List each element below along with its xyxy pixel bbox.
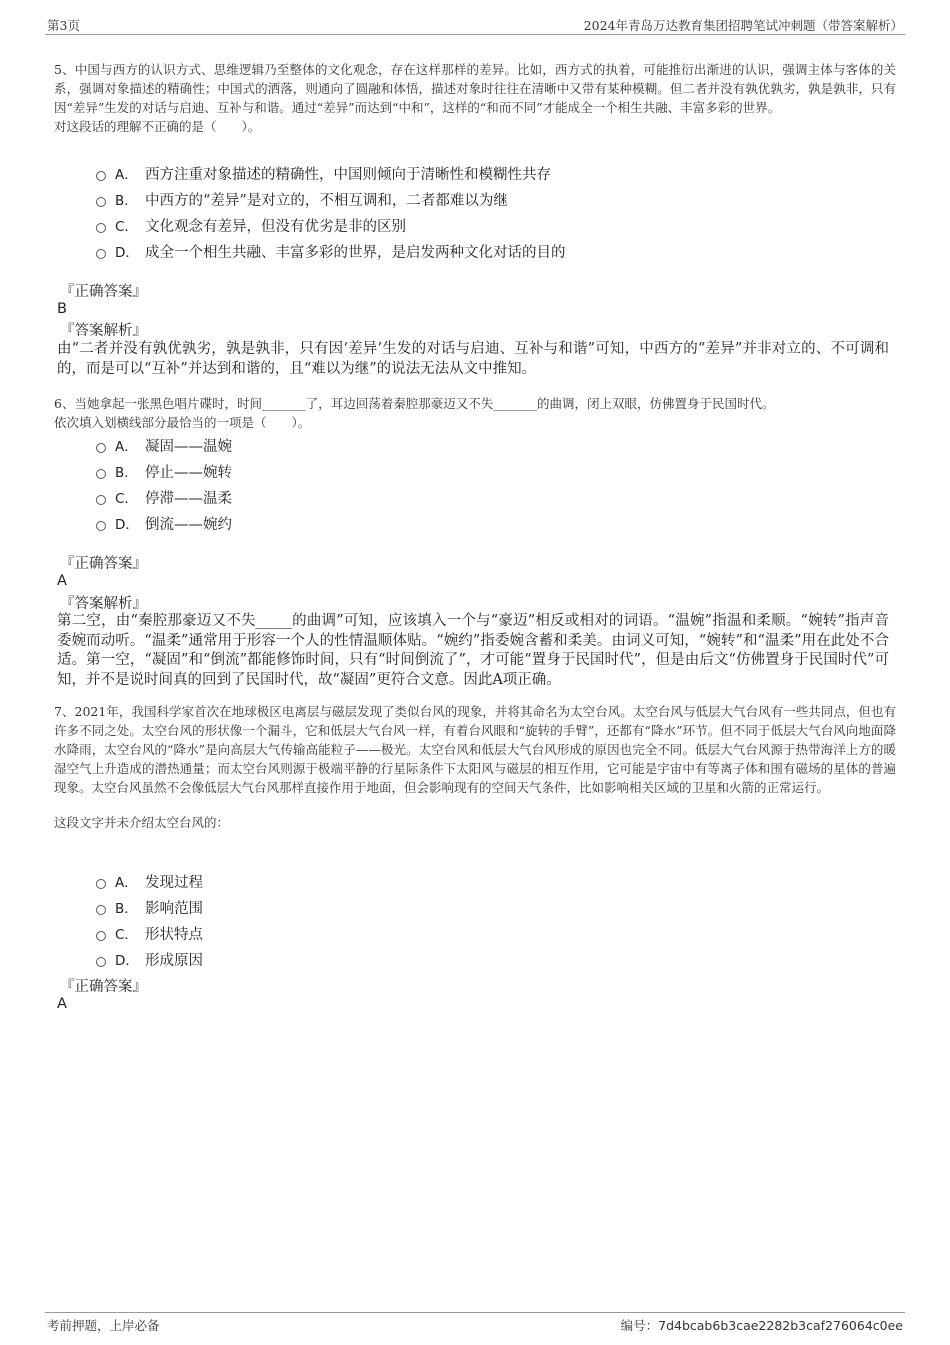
- question-prompt: 依次填入划横线部分最恰当的一项是（ ）。: [54, 415, 311, 430]
- explanation-text: 第二空，由“秦腔那豪迈又不失_____的曲调”可知，应该填入一个与“豪迈”相反或相对的词语。“温婉”指温和柔顺。“婉转”指声音委婉而动听。“温柔”通常用于形容一个人的性情温顺体贴。“婉约”指委婉含蓄和柔美。由词义可知，“婉转”和“温柔”用在此处不合适。第一空，“凝固”和“倒流”都能修饰时间，只有“时间倒流了”，才可能“置身于民国时代”，但是由后文“仿佛置身于民国时代”可知，并不是说时间真的回到了民国时代，故“凝固”更符合文意。因此A项正确。: [57, 613, 889, 688]
- page-header: [45, 14, 905, 35]
- question-6-options: [96, 432, 896, 536]
- radio-icon[interactable]: [96, 495, 106, 505]
- answer-heading: 『正确答案』: [60, 979, 147, 995]
- option-text: 停止——婉转: [145, 464, 232, 481]
- option-text: 成全一个相生共融、丰富多彩的世界，是启发两种文化对话的目的: [145, 244, 566, 261]
- option-a[interactable]: [96, 160, 896, 186]
- option-letter: C．: [115, 491, 138, 507]
- option-d[interactable]: [96, 946, 896, 972]
- option-text: 发现过程: [145, 874, 203, 891]
- option-text: 西方注重对象描述的精确性，中国则倾向于清晰性和模糊性共存: [145, 166, 551, 183]
- option-letter: D．: [115, 245, 139, 261]
- option-d[interactable]: [96, 510, 896, 536]
- code-value: 7d4bcab6b3cae2282b3caf276064c0ee: [658, 1318, 903, 1333]
- question-5-stem: [54, 60, 896, 136]
- radio-icon[interactable]: [96, 249, 106, 259]
- question-5-options: [96, 160, 896, 264]
- option-letter: A．: [115, 439, 138, 455]
- question-6-stem: [54, 394, 896, 432]
- page-footer: [45, 1312, 905, 1335]
- option-text: 凝固——温婉: [145, 438, 232, 455]
- radio-icon[interactable]: [96, 171, 106, 181]
- radio-icon[interactable]: [96, 443, 106, 453]
- option-text: 文化观念有差异，但没有优劣是非的区别: [145, 218, 406, 235]
- page-number: 第3页: [47, 18, 80, 33]
- question-stem-text: 6、当她拿起一张黑色唱片碟时，时间_______了，耳边回荡着秦腔那豪迈又不失_______的曲调，闭上双眼，仿佛置身于民国时代。: [54, 396, 775, 411]
- option-letter: D．: [115, 953, 139, 969]
- option-b[interactable]: [96, 894, 896, 920]
- question-stem-text: 7、2021年，我国科学家首次在地球极区电离层与磁层发现了类似台风的现象，并将其命名为太空台风。太空台风与低层大气台风有一些共同点，但也有许多不同之处。太空台风的形状像一个漏斗，它和低层大气台风一样，有着台风眼和“旋转的手臂”，还都有“降水”环节。但不同于低层大气台风向地面降水降雨，太空台风的“降水”是向高层大气传输高能粒子——极光。太空台风和低层大气台风形成的原因也完全不同。低层大气台风源于热带海洋上方的暖湿空气上升造成的潜热通量；而太空台风则源于极端平静的行星际条件下太阳风与磁层的相互作用，它可能是宇宙中有等离子体和围有磁场的星体的普遍现象。太空台风虽然不会像低层大气台风那样直接作用于地面，但会影响现有的空间天气条件，比如影响相关区域的卫星和火箭的正常运行。: [54, 704, 896, 795]
- radio-icon[interactable]: [96, 521, 106, 531]
- question-prompt: 对这段话的理解不正确的是（ ）。: [54, 119, 261, 134]
- question-7-stem: [54, 702, 896, 832]
- radio-icon[interactable]: [96, 905, 106, 915]
- explanation-text: 由“二者并没有孰优孰劣，孰是孰非，只有因‘差异’生发的对话与启迪、互补与和谐”可知，中西方的“差异”并非对立的、不可调和的，而是可以“互补”并达到和谐的，且“难以为继”的说法无法从文中推知。: [57, 341, 889, 377]
- option-d[interactable]: [96, 238, 896, 264]
- option-letter: A．: [115, 875, 138, 891]
- option-letter: A．: [115, 167, 138, 183]
- correct-answer: A: [57, 573, 67, 589]
- option-letter: B．: [115, 465, 138, 481]
- option-letter: C．: [115, 219, 138, 235]
- correct-answer: B: [57, 301, 67, 317]
- option-c[interactable]: [96, 212, 896, 238]
- footer-slogan: 考前押题，上岸必备: [47, 1318, 160, 1333]
- document-code: [621, 1316, 903, 1334]
- option-letter: B．: [115, 193, 138, 209]
- option-b[interactable]: [96, 186, 896, 212]
- radio-icon[interactable]: [96, 197, 106, 207]
- radio-icon[interactable]: [96, 469, 106, 479]
- explanation-heading: 『答案解析』: [60, 596, 147, 612]
- explanation-heading: 『答案解析』: [60, 323, 147, 339]
- option-c[interactable]: [96, 484, 896, 510]
- option-a[interactable]: [96, 432, 896, 458]
- option-b[interactable]: [96, 458, 896, 484]
- question-prompt: 这段文字并未介绍太空台风的：: [54, 815, 230, 830]
- code-label: 编号：: [620, 1318, 659, 1333]
- option-letter: D．: [115, 517, 139, 533]
- radio-icon[interactable]: [96, 957, 106, 967]
- answer-heading: 『正确答案』: [60, 556, 147, 572]
- option-text: 停滞——温柔: [145, 490, 232, 507]
- option-letter: C．: [115, 927, 138, 943]
- question-stem-text: 5、中国与西方的认识方式、思维逻辑乃至整体的文化观念，存在这样那样的差异。比如，西方式的执着，可能推衍出渐进的认识，强调主体与客体的关系，强调对象描述的精确性；中国式的洒落，则通向了圆融和体悟，描述对象时往往在清晰中又带有某种模糊。但二者并没有孰优孰劣，孰是孰非，只有因“差异”生发的对话与启迪、互补与和谐。通过“差异”而达到“中和”，这样的“和而不同”才能成全一个相生共融、丰富多彩的世界。: [54, 62, 896, 115]
- correct-answer: A: [57, 996, 67, 1012]
- radio-icon[interactable]: [96, 223, 106, 233]
- option-text: 影响范围: [145, 900, 203, 917]
- question-7-options: [96, 868, 896, 972]
- radio-icon[interactable]: [96, 879, 106, 889]
- option-text: 形成原因: [145, 952, 203, 969]
- option-c[interactable]: [96, 920, 896, 946]
- option-text: 倒流——婉约: [145, 516, 232, 533]
- option-text: 形状特点: [145, 926, 203, 943]
- option-text: 中西方的“差异”是对立的，不相互调和，二者都难以为继: [145, 192, 508, 209]
- answer-heading: 『正确答案』: [60, 284, 147, 300]
- option-a[interactable]: [96, 868, 896, 894]
- option-letter: B．: [115, 901, 138, 917]
- document-title: 2024年青岛万达教育集团招聘笔试冲刺题（带答案解析）: [583, 18, 903, 33]
- radio-icon[interactable]: [96, 931, 106, 941]
